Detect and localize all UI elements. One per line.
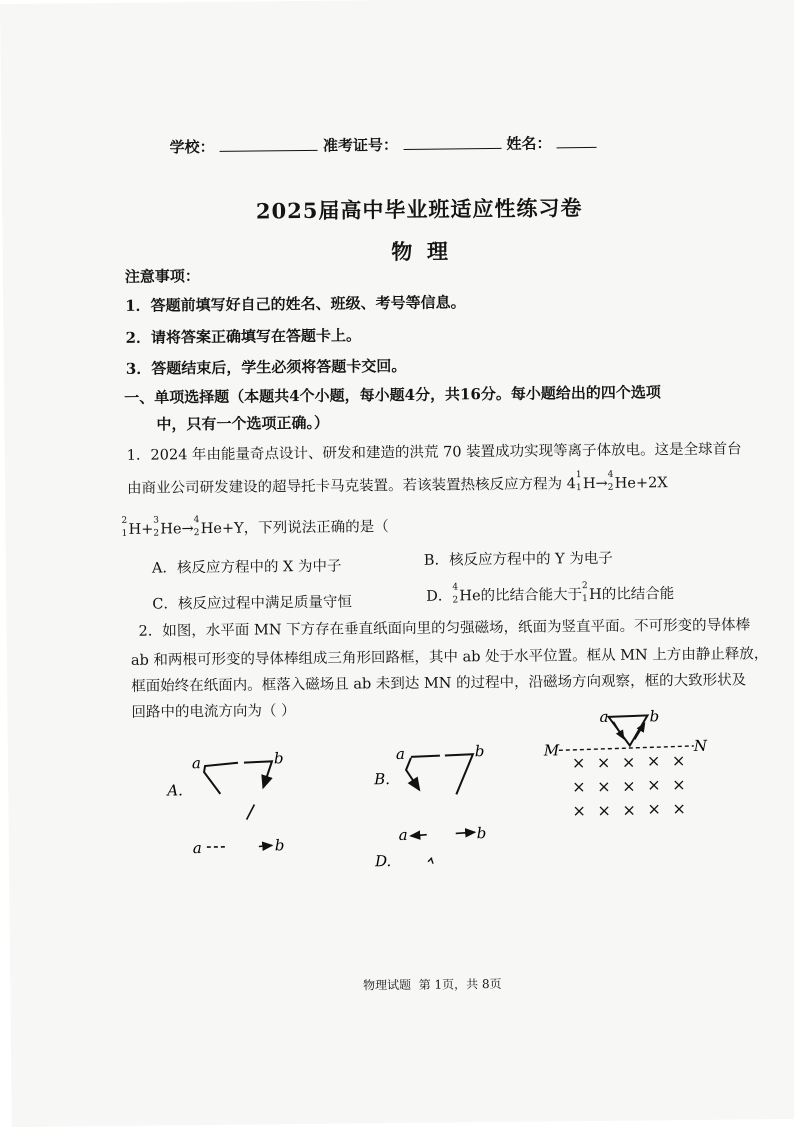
field-cross: × [672, 799, 686, 819]
notice-heading: 注意事项： [124, 267, 200, 286]
reaction-equation-2: 2 1 H+ 3 2 He→ 4 2 He+Y [121, 515, 244, 539]
option-d-label-a: a [398, 825, 408, 845]
mn-boundary-line [559, 746, 694, 750]
q1-option-c[interactable]: C．核反应过程中满足质量守恒 [152, 594, 352, 613]
option-a-label-b: b [273, 749, 284, 768]
setup-label-n: N [693, 736, 708, 755]
name-label: 姓名： [506, 134, 552, 153]
notice-item-1: 1．答题前填写好自己的姓名、班级、考号等信息。 [125, 293, 466, 315]
section-1-heading-cont: 中，只有一个选项正确。） [156, 413, 330, 434]
school-label: 学校： [169, 137, 215, 157]
notice-item-3: 3．答题结束后，学生必须将答题卡交回。 [125, 356, 407, 378]
q1-option-d[interactable]: D． 4 2 He的比结合能大于 2 1 H的比结合能 [426, 581, 675, 606]
notice-item-2: 2．请将答案正确填写在答题卡上。 [125, 326, 362, 347]
q1-line-2-text: 由商业公司研发建设的超导托卡马克装置。若该装置热核反应方程为 [127, 476, 563, 497]
q1-option-b[interactable]: B．核反应方程中的 Y 为电子 [423, 550, 613, 569]
option-b-label-a: a [395, 744, 405, 764]
page-footer: 物理试题 第 1页，共 8页 [362, 976, 502, 993]
option-d-label: D. [374, 852, 392, 871]
option-d-label-b: b [476, 824, 487, 843]
option-d-diagram[interactable] [374, 824, 487, 870]
q1-line-1: 1．2024 年由能量奇点设计、研发和建造的洪荒 70 装置成功实现等离子体放电。这是全球首台 [126, 441, 742, 464]
option-a-label-a: a [191, 754, 202, 773]
reaction-equation-1: 4 1 1 H→ 4 2 He+2X [566, 469, 668, 494]
section-1-heading: 一、单项选择题（本题共4个小题，每小题4分，共16分。每小题给出的四个选项 [124, 383, 661, 407]
setup-diagram [542, 707, 708, 821]
field-cross: × [571, 753, 586, 773]
field-cross: × [572, 801, 587, 821]
setup-label-a: a [599, 707, 609, 726]
option-a-label-b-bottom: b [274, 836, 285, 855]
q1-option-a[interactable]: A．核反应方程中的 X 为中子 [151, 558, 342, 577]
field-cross: × [597, 800, 612, 820]
setup-label-m: M [543, 741, 560, 760]
field-cross: × [596, 752, 611, 772]
q2-line-3: 框面始终在纸面内。框落入磁场且 ab 未到达 MN 的过程中，沿磁场方向观察，框的大致形状及 [131, 672, 747, 695]
q2-line-2: ab 和两根可形变的导体棒组成三角形回路框，其中 ab 处于水平位置。框从 MN 上方由静止释放， [130, 646, 769, 669]
field-cross: × [621, 752, 636, 772]
q1-question-text: ，下列说法正确的是（ [243, 519, 389, 537]
field-cross: × [647, 775, 661, 795]
field-cross: × [647, 799, 661, 819]
q2-line-1: 2．如图，水平面 MN 下方存在垂直纸面向里的匀强磁场，纸面为竖直平面。不可形变的导体棒 [138, 617, 751, 640]
exam-number-label: 准考证号： [322, 135, 399, 155]
field-cross: × [597, 776, 611, 796]
exam-title: 2025届高中毕业班适应性练习卷 [255, 195, 583, 224]
option-b-label: B. [374, 770, 391, 789]
field-cross: × [671, 751, 686, 771]
option-a-label-a-bottom: a [192, 839, 202, 858]
field-cross: × [622, 776, 636, 796]
field-cross: × [672, 775, 686, 795]
option-a-diagram[interactable] [165, 749, 285, 857]
field-cross: × [646, 751, 661, 771]
option-b-label-b: b [474, 742, 485, 761]
field-cross: × [622, 800, 637, 820]
q2-line-4: 回路中的电流方向为（ ） [131, 703, 296, 721]
magnetic-field-crosses [572, 751, 686, 820]
setup-label-b: b [649, 707, 660, 726]
option-b-diagram[interactable] [373, 742, 485, 795]
option-a-label: A. [167, 781, 183, 800]
subject-title: 物 理 [391, 238, 449, 265]
field-cross: × [572, 777, 586, 797]
